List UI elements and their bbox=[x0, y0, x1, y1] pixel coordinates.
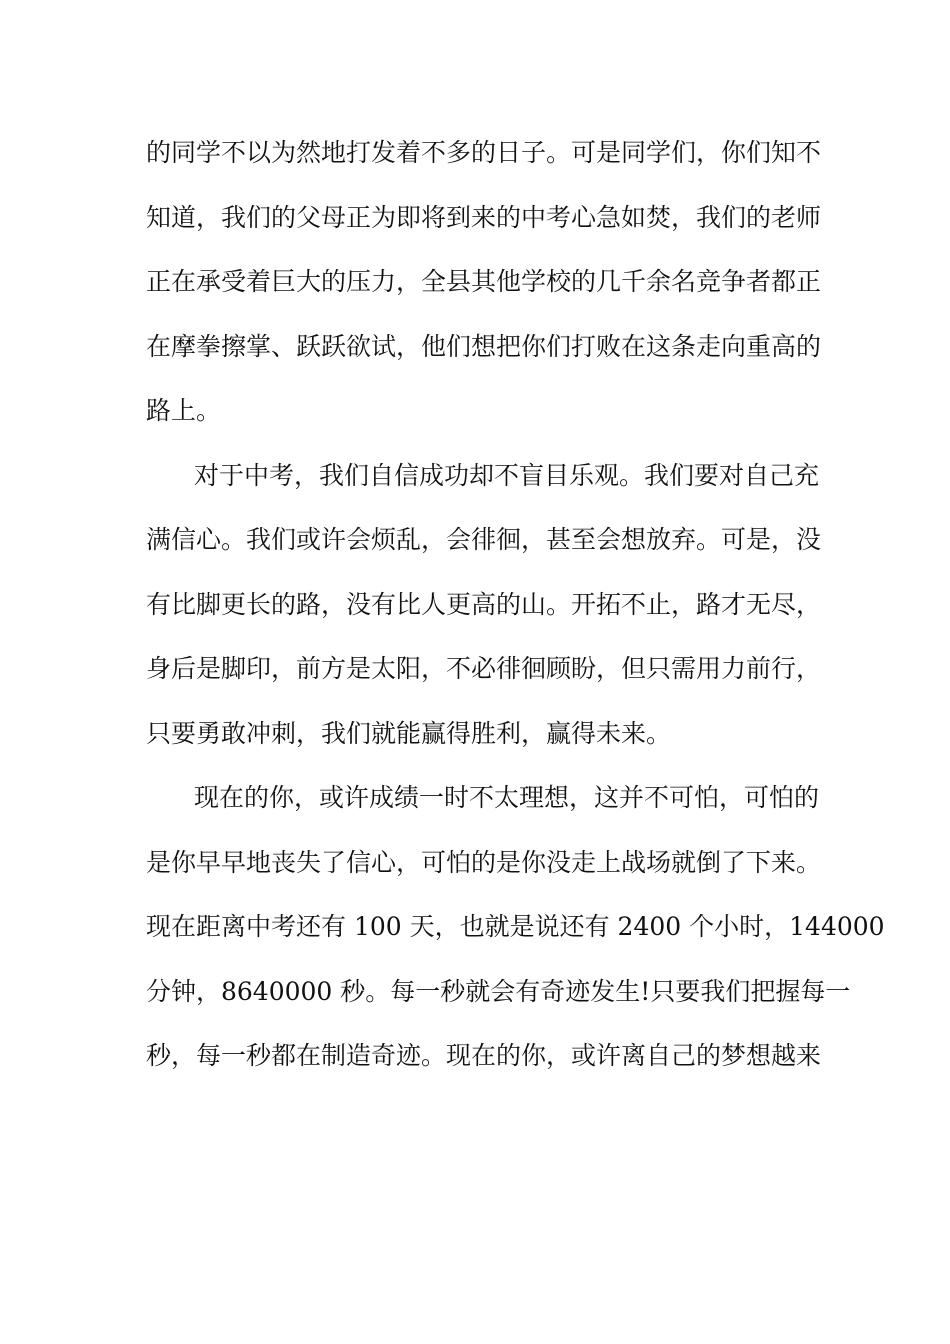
text-line: 身后是脚印，前方是太阳，不必徘徊顾盼，但只需用力前行， bbox=[146, 654, 822, 683]
text-line: 分钟，8640000 秒。每一秒就会有奇迹发生!只要我们把握每一 bbox=[146, 976, 851, 1006]
text-line: 现在距离中考还有 100 天，也就是说还有 2400 个小时，144000 bbox=[146, 912, 885, 941]
text-line: 是你早早地丧失了信心，可怕的是你没走上战场就倒了下来。 bbox=[146, 847, 822, 877]
text-line: 的同学不以为然地打发着不多的日子。可是同学们，你们知不 bbox=[146, 138, 822, 167]
text-line: 知道，我们的父母正为即将到来的中考心急如焚，我们的老师 bbox=[146, 202, 822, 232]
paragraph-first-line: 现在的你，或许成绩一时不太理想，这并不可怕，可怕的 bbox=[194, 783, 820, 812]
text-line: 正在承受着巨大的压力，全县其他学校的几千余名竞争者都正 bbox=[146, 267, 822, 296]
text-line: 路上。 bbox=[146, 396, 222, 425]
text-line: 满信心。我们或许会烦乱，会徘徊，甚至会想放弃。可是，没 bbox=[146, 525, 822, 554]
text-line: 有比脚更长的路，没有比人更高的山。开拓不止，路才无尽， bbox=[146, 589, 822, 619]
body-text bbox=[146, 126, 885, 1094]
paragraph-first-line: 对于中考，我们自信成功却不盲目乐观。我们要对自己充 bbox=[194, 460, 820, 490]
text-line: 秒，每一秒都在制造奇迹。现在的你，或许离自己的梦想越来 bbox=[146, 1041, 822, 1070]
text-line: 在摩拳擦掌、跃跃欲试，他们想把你们打败在这条走向重高的 bbox=[146, 331, 822, 361]
text-line: 只要勇敢冲刺，我们就能赢得胜利，赢得未来。 bbox=[146, 718, 672, 748]
